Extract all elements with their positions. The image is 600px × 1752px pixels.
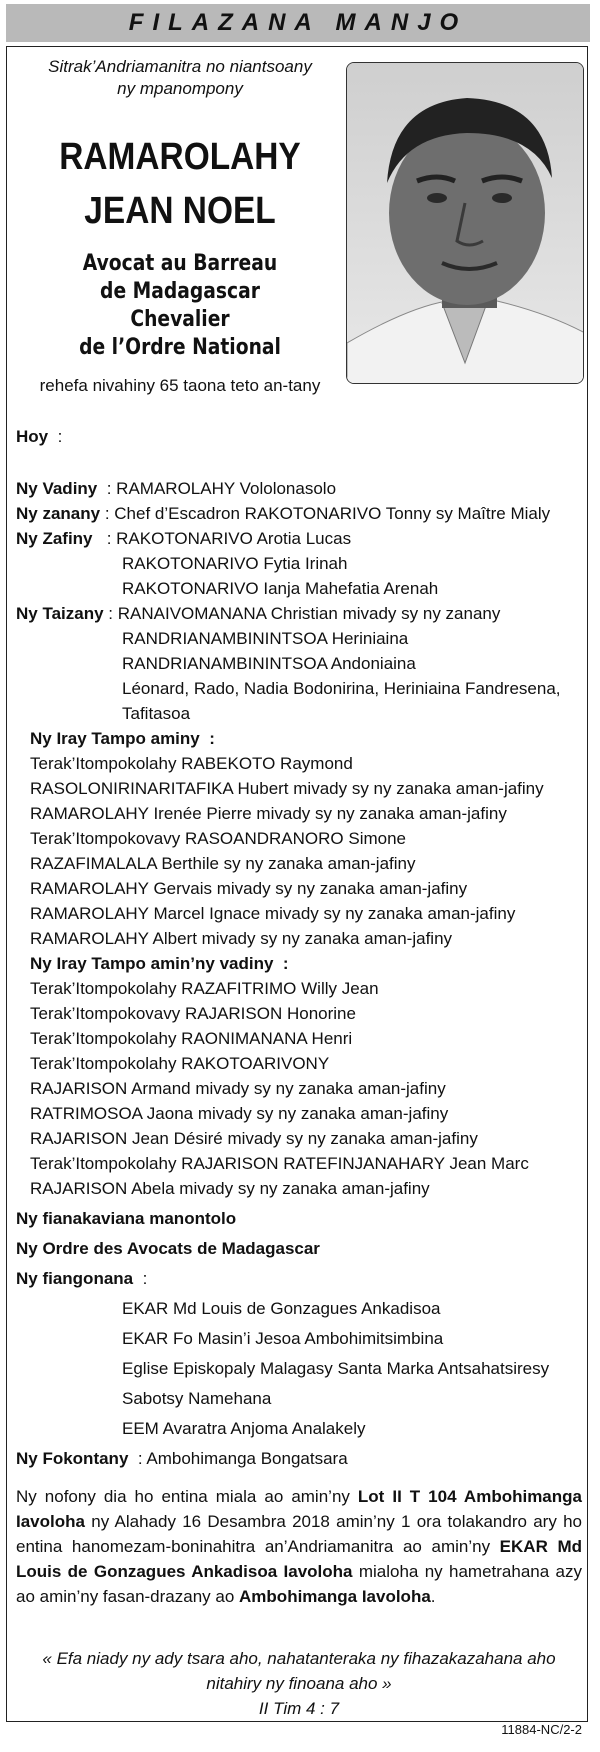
fiangonana-heading: Ny fiangonana :: [16, 1269, 148, 1288]
list-item: Terak’Itompokolahy RABEKOTO Raymond: [30, 754, 353, 773]
fianakaviana-line: Ny fianakaviana manontolo: [16, 1209, 237, 1228]
portrait-photo: [346, 62, 584, 384]
iray-tampo-heading: Ny Iray Tampo aminy :: [30, 729, 215, 748]
zanany-row: Ny zanany : Chef d’Escadron RAKOTONARIVO Tonny sy Maître Mialy: [16, 504, 551, 523]
hoy-line: Hoy :: [16, 427, 63, 446]
list-item: RATRIMOSOA Jaona mivady sy ny zanaka aman-jafiny: [30, 1104, 449, 1123]
list-item: Terak’Itompokolahy RAZAFITRIMO Willy Jean: [30, 979, 379, 998]
ordre-line: Ny Ordre des Avocats de Madagascar: [16, 1239, 320, 1258]
list-item: Tafitasoa: [122, 704, 191, 723]
vadiny-row: Ny Vadiny : RAMAROLAHY Vololonasolo: [16, 479, 337, 498]
list-item: RAZAFIMALALA Berthile sy ny zanaka aman-jafiny: [30, 854, 416, 873]
banner-title: FILAZANA MANJO: [6, 4, 590, 42]
list-item: RAKOTONARIVO Fytia Irinah: [122, 554, 348, 573]
list-item: RANDRIANAMBININTSOA Heriniaina: [122, 629, 409, 648]
list-item: Léonard, Rado, Nadia Bodonirina, Heriniaina Fandresena,: [122, 679, 561, 698]
list-item: RAJARISON Abela mivady sy ny zanaka aman-jafiny: [30, 1179, 430, 1198]
bible-quote: « Efa niady ny ady tsara aho, nahatanteraka ny fihazakazahana aho nitahiry ny finoana aho » II Tim 4 : 7: [42, 1649, 556, 1718]
list-item: EEM Avaratra Anjoma Analakely: [122, 1419, 366, 1438]
age-line: rehefa nivahiny 65 taona teto an-tany: [39, 376, 321, 395]
list-item: RAKOTONARIVO Ianja Mahefatia Arenah: [122, 579, 439, 598]
list-item: RAMAROLAHY Marcel Ignace mivady sy ny zanaka aman-jafiny: [30, 904, 516, 923]
deceased-titles: Avocat au Barreau de Madagascar Chevalier de l’Ordre National: [79, 251, 281, 360]
list-item: RAMAROLAHY Irenée Pierre mivady sy ny zanaka aman-jafiny: [30, 804, 507, 823]
taizany-row: Ny Taizany : RANAIVOMANANA Christian mivady sy ny zanany: [16, 604, 501, 623]
list-item: RAJARISON Armand mivady sy ny zanaka aman-jafiny: [30, 1079, 446, 1098]
zafiny-row: Ny Zafiny : RAKOTONARIVO Arotia Lucas: [16, 529, 352, 548]
list-item: Eglise Episkopaly Malagasy Santa Marka Antsahatsiresy: [122, 1359, 550, 1378]
list-item: Terak’Itompokolahy RAJARISON RATEFINJANAHARY Jean Marc: [30, 1154, 529, 1173]
reference-code: 11884-NC/2-2: [501, 1722, 582, 1737]
list-item: RASOLONIRINARITAFIKA Hubert mivady sy ny zanaka aman-jafiny: [30, 779, 544, 798]
list-item: EKAR Fo Masin’i Jesoa Ambohimitsimbina: [122, 1329, 444, 1348]
list-item: Terak’Itompokolahy RAKOTOARIVONY: [30, 1054, 330, 1073]
list-item: RAMAROLAHY Gervais mivady sy ny zanaka aman-jafiny: [30, 879, 468, 898]
intro-text: Sitrak’Andriamanitra no niantsoany ny mpanompony: [48, 57, 312, 98]
list-item: RANDRIANAMBININTSOA Andoniaina: [122, 654, 416, 673]
funeral-paragraph: Ny nofony dia ho entina miala ao amin’ny Lot II T 104 Ambohimanga Iavoloha ny Alahady 16 Desambra 2018 amin’ny 1 ora tolakandro ary ho entina hanomezam-boninahitra an’Andriamanitra ao amin’ny EKAR Md Louis de Gonzagues Ankadisoa Iavoloha mialoha ny hametrahana azy ao amin’ny fasan-drazany ao Ambohimanga Iavoloha.: [16, 1487, 582, 1606]
list-item: Terak’Itompokovavy RASOANDRANORO Simone: [30, 829, 407, 848]
list-item: Terak’Itompokovavy RAJARISON Honorine: [30, 1004, 356, 1023]
list-item: RAMAROLAHY Albert mivady sy ny zanaka aman-jafiny: [30, 929, 453, 948]
list-item: EKAR Md Louis de Gonzagues Ankadisoa: [122, 1299, 441, 1318]
list-item: RAJARISON Jean Désiré mivady sy ny zanaka aman-jafiny: [30, 1129, 478, 1148]
list-item: Terak’Itompokolahy RAONIMANANA Henri: [30, 1029, 353, 1048]
list-item: Sabotsy Namehana: [122, 1389, 272, 1408]
iray-tampo-vadiny-heading: Ny Iray Tampo amin’ny vadiny :: [30, 954, 289, 973]
fokontany-row: Ny Fokontany : Ambohimanga Bongatsara: [16, 1449, 348, 1468]
deceased-name: RAMAROLAHY JEAN NOEL: [59, 136, 301, 232]
